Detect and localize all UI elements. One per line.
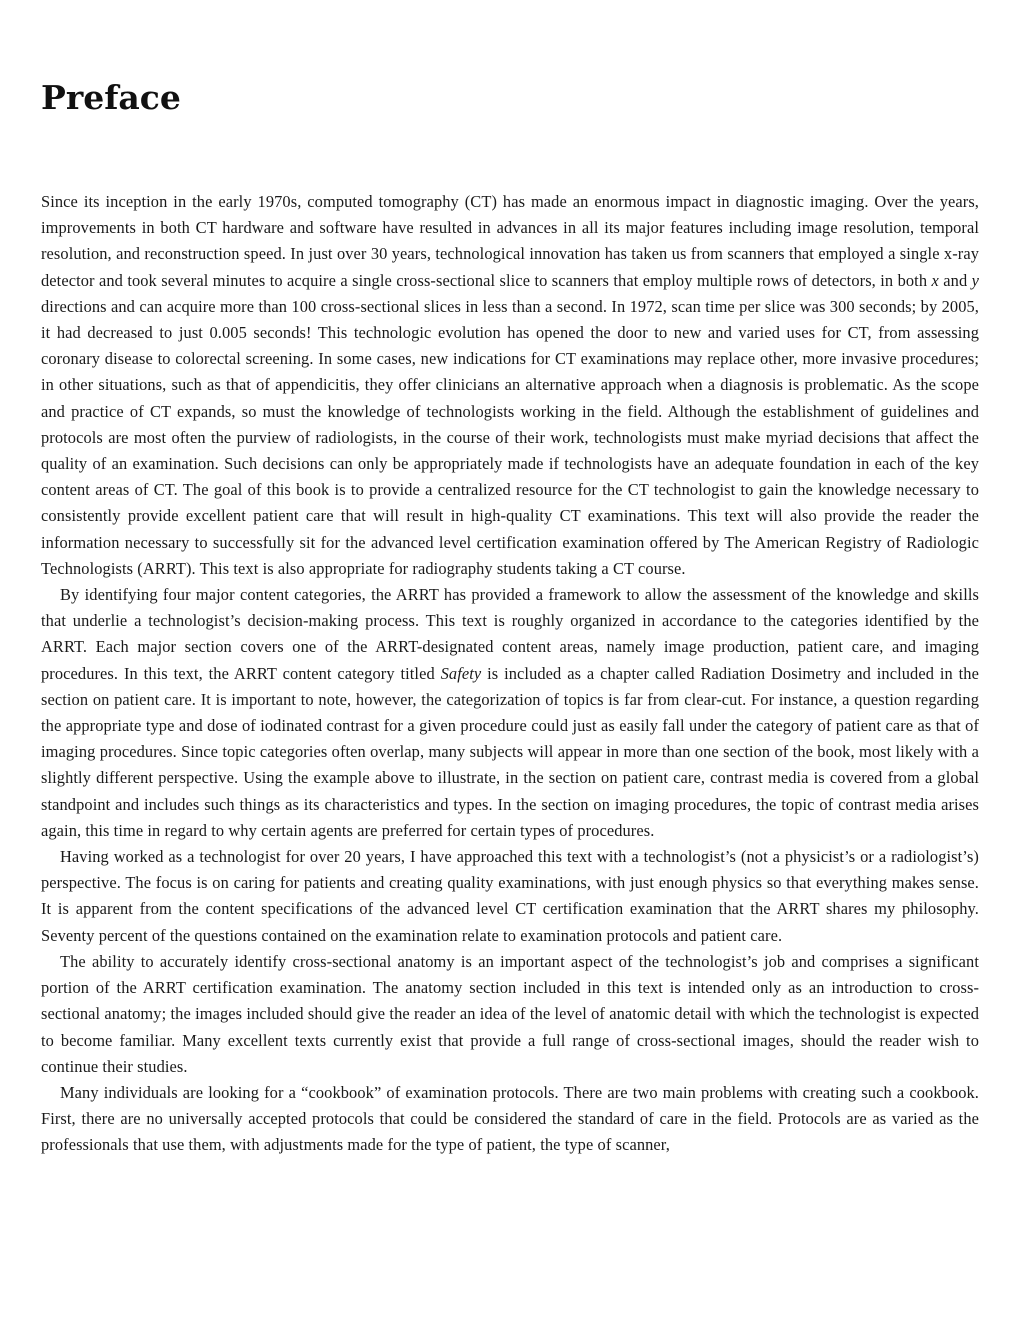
paragraph-5 [41,1080,979,1159]
paragraph-text: Having worked as a technologist for over 20 years, I have approached this text with a technologist’s (not a physicist’s or a radiologist’s) perspective. The focus is on caring for patients and creating quality examinations, with just enough physics so that everything makes sense. It is apparent from the content specifications of the advanced level CT certification examination that the ARRT shares my philosophy. Seventy percent of the questions contained on the examination relate to examination protocols and patient care. [41,847,979,945]
paragraph-text: and [938,270,972,290]
paragraph-text: is included as a chapter called Radiation Dosimetry and included in the section on patient care. It is important to note, however, the categorization of topics is far from clear-cut. For instance, a question regarding the appropriate type and dose of iodinated contrast for a given procedure could just as easily fall under the category of patient care as that of imaging procedures. Since topic categories often overlap, many subjects will appear in more than one section of the book, most likely with a slightly different perspective. Using the example above to illustrate, in the section on patient care, contrast media is covered from a global standpoint and includes such things as its characteristics and types. In the section on imaging procedures, the topic of contrast media arises again, this time in regard to why certain agents are preferred for certain types of procedures. [41,663,979,840]
paragraph-text: By identifying four major content categories, the ARRT has provided a framework to allow the assessment of the knowledge and skills that underlie a technologist’s decision-making process. This text is roughly organized in accordance to the categories identified by the ARRT. Each major section covers one of the ARRT-designated content areas, namely image production, patient care, and imaging procedures. In this text, the ARRT content category titled [41,585,979,683]
paragraph-3 [41,844,979,949]
page-title: Preface [41,78,181,117]
paragraph-2 [41,582,979,844]
italic-term-safety: Safety [440,663,482,683]
italic-term-y: y [971,270,979,290]
italic-term-x: x [931,270,939,290]
paragraph-text: Since its inception in the early 1970s, computed tomography (CT) has made an enormous impact in diagnostic imaging. Over the years, improvements in both CT hardware and software have resulted in advances in all its major features including image resolution, temporal resolution, and reconstruction speed. In just over 30 years, technological innovation has taken us from scanners that employed a single x-ray detector and took several minutes to acquire a single cross-sectional slice to scanners that employ multiple rows of detectors, in both [41,192,979,290]
preface-body [41,189,979,1159]
paragraph-1 [41,189,979,582]
paragraph-4 [41,949,979,1080]
paragraph-text: directions and can acquire more than 100 cross-sectional slices in less than a second. In 1972, scan time per slice was 300 seconds; by 2005, it had decreased to just 0.005 seconds! This technologic evolution has opened the door to new and varied uses for CT, from assessing coronary disease to colorectal screening. In some cases, new indications for CT examinations may replace other, more invasive procedures; in other situations, such as that of appendicitis, they offer clinicians an alternative approach when a diagnosis is problematic. As the scope and practice of CT expands, so must the knowledge of technologists working in the field. Although the establishment of guidelines and protocols are most often the purview of radiologists, in the course of their work, technologists must make myriad decisions that affect the quality of an examination. Such decisions can only be appropriately made if technologists have an adequate foundation in each of the key content areas of CT. The goal of this book is to provide a centralized resource for the CT technologist to gain the knowledge necessary to consistently provide excellent patient care that will result in high-quality CT examinations. This text will also provide the reader the information necessary to successfully sit for the advanced level certification examination offered by The American Registry of Radiologic Technologists (ARRT). This text is also appropriate for radiography students taking a CT course. [41,296,979,578]
paragraph-text: The ability to accurately identify cross-sectional anatomy is an important aspect of the technologist’s job and comprises a significant portion of the ARRT certification examination. The anatomy section included in this text is intended only as an introduction to cross-sectional anatomy; the images included should give the reader an idea of the level of anatomic detail with which the technologist is expected to become familiar. Many excellent texts currently exist that provide a full range of cross-sectional images, should the reader wish to continue their studies. [41,951,979,1076]
paragraph-text: Many individuals are looking for a “cookbook” of examination protocols. There are two main problems with creating such a cookbook. First, there are no universally accepted protocols that could be considered the standard of care in the field. Protocols are as varied as the professionals that use them, with adjustments made for the type of patient, the type of scanner, [41,1082,979,1155]
